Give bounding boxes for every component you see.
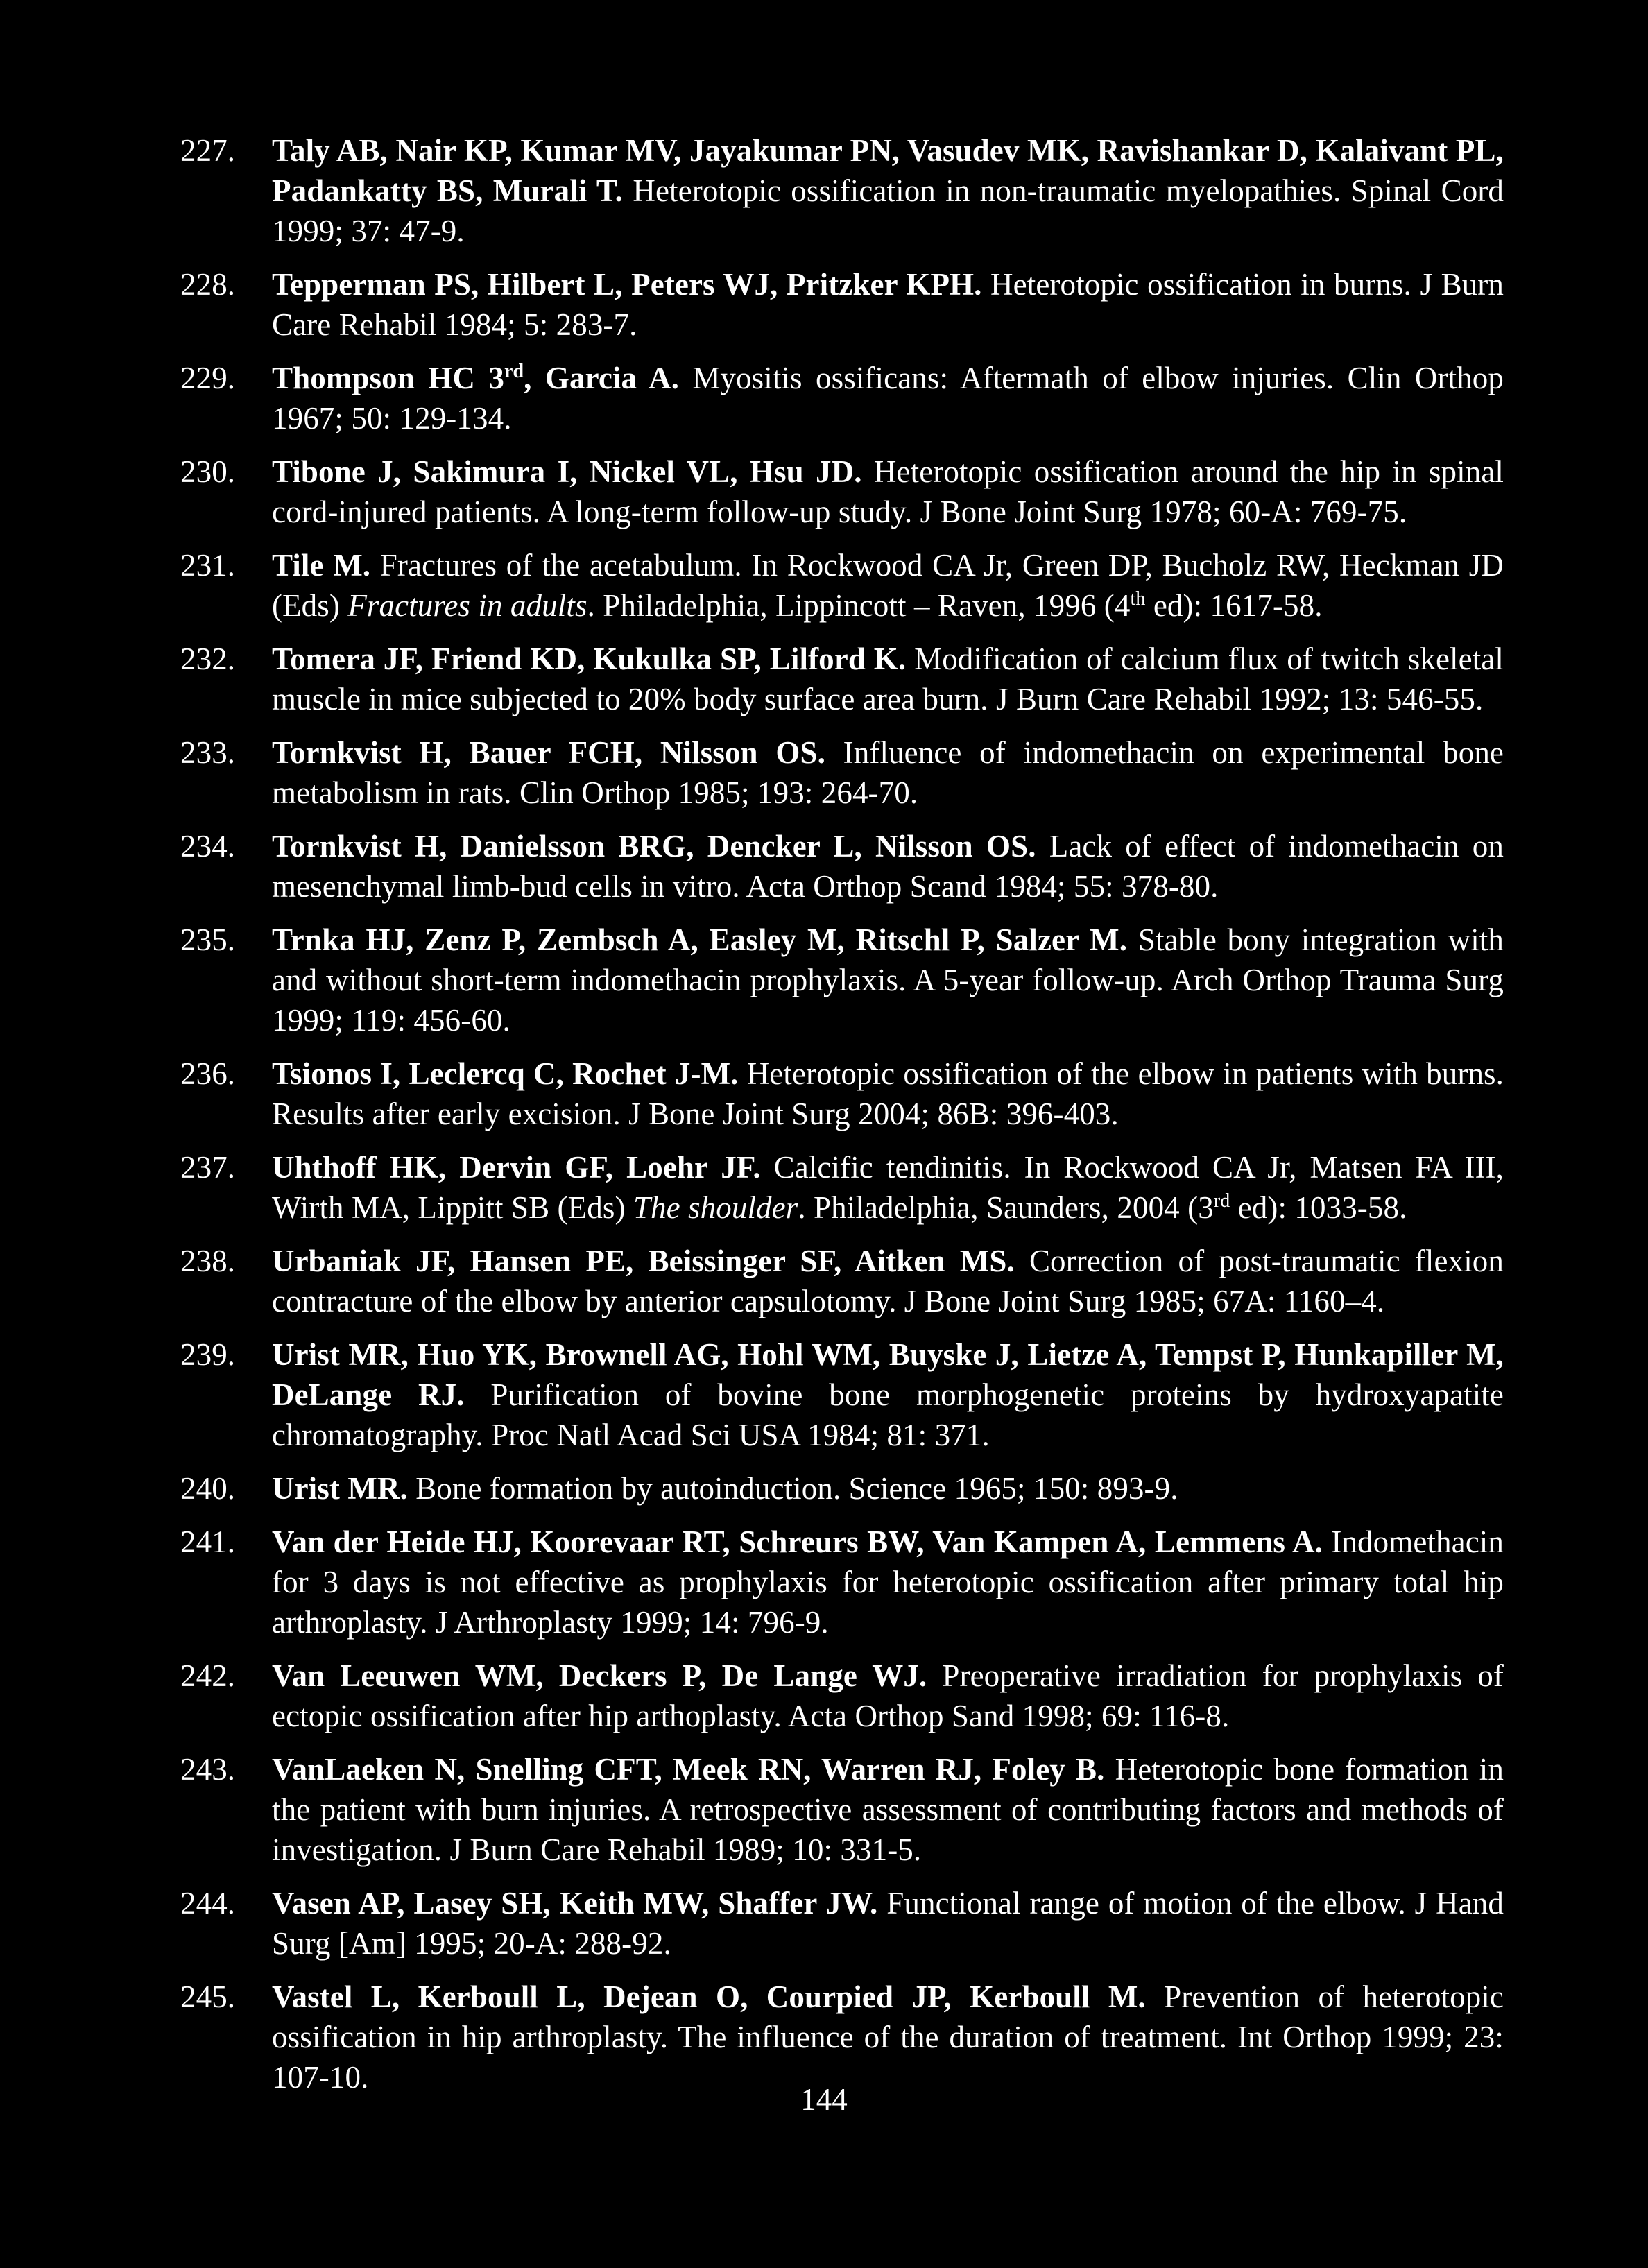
reference-authors-part: , Garcia A. xyxy=(524,361,679,395)
reference-item xyxy=(180,264,1504,345)
reference-number: 233. xyxy=(180,735,236,770)
reference-text: Stable bony integration with and without short-term indomethacin prophylaxis. A 5-year follow-up. Arch Orthop Trauma Surg 1999; 119: 456-60. xyxy=(272,922,1504,1038)
reference-number: 242. xyxy=(180,1658,236,1693)
reference-text: Heterotopic bone formation in the patient with burn injuries. A retrospective assessment of contributing factors and methods of investigation. J Burn Care Rehabil 1989; 10: 331-5. xyxy=(272,1752,1504,1867)
reference-authors-part: Thompson HC 3 xyxy=(272,361,504,395)
reference-item xyxy=(180,1522,1504,1642)
reference-text: Purification of bovine bone morphogenetic proteins by hydroxyapatite chromatography. Proc Natl Acad Sci USA 1984; 81: 371. xyxy=(272,1377,1504,1452)
superscript-ordinal: rd xyxy=(1213,1190,1230,1212)
reference-text: Preoperative irradiation for prophylaxis of ectopic ossification after hip arthoplasty. Acta Orthop Sand 1998; 69: 116-8. xyxy=(272,1658,1504,1733)
reference-authors: Tornkvist H, Bauer FCH, Nilsson OS. xyxy=(272,735,825,770)
reference-text: Functional range of motion of the elbow. J Hand Surg [Am] 1995; 20-A: 288-92. xyxy=(272,1886,1504,1961)
book-title: The shoulder xyxy=(633,1190,798,1225)
reference-item xyxy=(180,1054,1504,1134)
reference-text: Bone formation by autoinduction. Science 1965; 150: 893-9. xyxy=(407,1471,1178,1506)
reference-number: 227. xyxy=(180,133,236,168)
reference-number: 245. xyxy=(180,1979,236,2014)
reference-item xyxy=(180,545,1504,626)
reference-item xyxy=(180,1656,1504,1736)
reference-authors: Trnka HJ, Zenz P, Zembsch A, Easley M, Ritschl P, Salzer M. xyxy=(272,922,1128,957)
reference-authors: Tepperman PS, Hilbert L, Peters WJ, Pritzker KPH. xyxy=(272,267,982,302)
reference-text: Influence of indomethacin on experimental bone metabolism in rats. Clin Orthop 1985; 193: 264-70. xyxy=(272,735,1504,810)
reference-text: Heterotopic ossification around the hip in spinal cord-injured patients. A long-term follow-up study. J Bone Joint Surg 1978; 60-A: 769-75. xyxy=(272,454,1504,529)
reference-item xyxy=(180,920,1504,1040)
reference-text: Modification of calcium flux of twitch skeletal muscle in mice subjected to 20% body surface area burn. J Burn Care Rehabil 1992; 13: 546-55. xyxy=(272,642,1504,716)
superscript-ordinal: th xyxy=(1130,588,1146,610)
reference-number: 240. xyxy=(180,1471,236,1506)
reference-authors: Tibone J, Sakimura I, Nickel VL, Hsu JD. xyxy=(272,454,862,489)
superscript-ordinal: rd xyxy=(504,361,524,382)
reference-authors: Van der Heide HJ, Koorevaar RT, Schreurs BW, Van Kampen A, Lemmens A. xyxy=(272,1524,1323,1559)
reference-number: 228. xyxy=(180,267,236,302)
reference-item xyxy=(180,130,1504,251)
reference-text: . Philadelphia, Lippincott – Raven, 1996 (4 xyxy=(587,588,1131,623)
reference-number: 241. xyxy=(180,1524,236,1559)
reference-number: 235. xyxy=(180,922,236,957)
reference-authors: Urist MR. xyxy=(272,1471,408,1506)
reference-text: Calcific tendinitis. In Rockwood CA Jr, Matsen FA III, Wirth MA, Lippitt SB (Eds) xyxy=(272,1150,1504,1225)
reference-authors: Vastel L, Kerboull L, Dejean O, Courpied JP, Kerboull M. xyxy=(272,1979,1146,2014)
reference-item xyxy=(180,639,1504,719)
reference-number: 236. xyxy=(180,1056,236,1091)
reference-text: . Philadelphia, Saunders, 2004 (3 xyxy=(798,1190,1214,1225)
reference-list xyxy=(180,130,1504,2111)
reference-number: 230. xyxy=(180,454,236,489)
page-number: 144 xyxy=(800,2082,848,2117)
reference-authors: Uhthoff HK, Dervin GF, Loehr JF. xyxy=(272,1150,761,1185)
reference-text: Correction of post-traumatic flexion contracture of the elbow by anterior capsulotomy. J Bone Joint Surg 1985; 67A: 1160–4. xyxy=(272,1244,1504,1318)
reference-authors: Van Leeuwen WM, Deckers P, De Lange WJ. xyxy=(272,1658,927,1693)
reference-item xyxy=(180,358,1504,438)
reference-number: 232. xyxy=(180,642,236,676)
reference-authors: Tornkvist H, Danielsson BRG, Dencker L, Nilsson OS. xyxy=(272,829,1036,864)
reference-authors: VanLaeken N, Snelling CFT, Meek RN, Warren RJ, Foley B. xyxy=(272,1752,1105,1787)
reference-authors: Tsionos I, Leclercq C, Rochet J-M. xyxy=(272,1056,739,1091)
reference-authors: Taly AB, Nair KP, Kumar MV, Jayakumar PN, Vasudev MK, Ravishankar D, Kalaivant PL, Padankatty BS, Murali T. xyxy=(272,133,1504,208)
reference-item xyxy=(180,1334,1504,1455)
reference-text: Lack of effect of indomethacin on mesenchymal limb-bud cells in vitro. Acta Orthop Scand 1984; 55: 378-80. xyxy=(272,829,1504,904)
reference-number: 243. xyxy=(180,1752,236,1787)
reference-item xyxy=(180,826,1504,907)
reference-number: 231. xyxy=(180,548,236,583)
reference-item xyxy=(180,1147,1504,1228)
reference-authors: Vasen AP, Lasey SH, Keith MW, Shaffer JW. xyxy=(272,1886,878,1921)
reference-number: 238. xyxy=(180,1244,236,1278)
reference-text: Heterotopic ossification of the elbow in patients with burns. Results after early excision. J Bone Joint Surg 2004; 86B: 396-403. xyxy=(272,1056,1504,1131)
reference-text: Myositis ossificans: Aftermath of elbow injuries. Clin Orthop 1967; 50: 129-134. xyxy=(272,361,1504,436)
reference-item xyxy=(180,1468,1504,1509)
reference-number: 234. xyxy=(180,829,236,864)
reference-number: 237. xyxy=(180,1150,236,1185)
reference-text: Indomethacin for 3 days is not effective as prophylaxis for heterotopic ossification after primary total hip arthroplasty. J Arthroplasty 1999; 14: 796-9. xyxy=(272,1524,1504,1640)
reference-item xyxy=(180,1241,1504,1321)
reference-text: Prevention of heterotopic ossification in hip arthroplasty. The influence of the duration of treatment. Int Orthop 1999; 23: 107-10. xyxy=(272,1979,1504,2095)
reference-number: 239. xyxy=(180,1337,236,1372)
book-title: Fractures in adults xyxy=(347,588,587,623)
reference-number: 244. xyxy=(180,1886,236,1921)
reference-text: Heterotopic ossification in burns. J Burn Care Rehabil 1984; 5: 283-7. xyxy=(272,267,1504,342)
reference-item xyxy=(180,1883,1504,1964)
reference-item xyxy=(180,1749,1504,1870)
reference-authors: Urist MR, Huo YK, Brownell AG, Hohl WM, Buyske J, Lietze A, Tempst P, Hunkapiller M, DeLange RJ. xyxy=(272,1337,1504,1412)
reference-text: ed): 1033-58. xyxy=(1230,1190,1407,1225)
reference-authors: Tomera JF, Friend KD, Kukulka SP, Lilford K. xyxy=(272,642,907,676)
reference-text: ed): 1617-58. xyxy=(1145,588,1323,623)
reference-authors xyxy=(272,361,679,395)
reference-text: Fractures of the acetabulum. In Rockwood CA Jr, Green DP, Bucholz RW, Heckman JD (Eds) xyxy=(272,548,1504,623)
reference-item xyxy=(180,732,1504,813)
reference-authors: Tile M. xyxy=(272,548,371,583)
reference-text: Heterotopic ossification in non-traumatic myelopathies. Spinal Cord 1999; 37: 47-9. xyxy=(272,173,1504,248)
reference-authors: Urbaniak JF, Hansen PE, Beissinger SF, Aitken MS. xyxy=(272,1244,1015,1278)
reference-item xyxy=(180,452,1504,532)
reference-number: 229. xyxy=(180,361,236,395)
